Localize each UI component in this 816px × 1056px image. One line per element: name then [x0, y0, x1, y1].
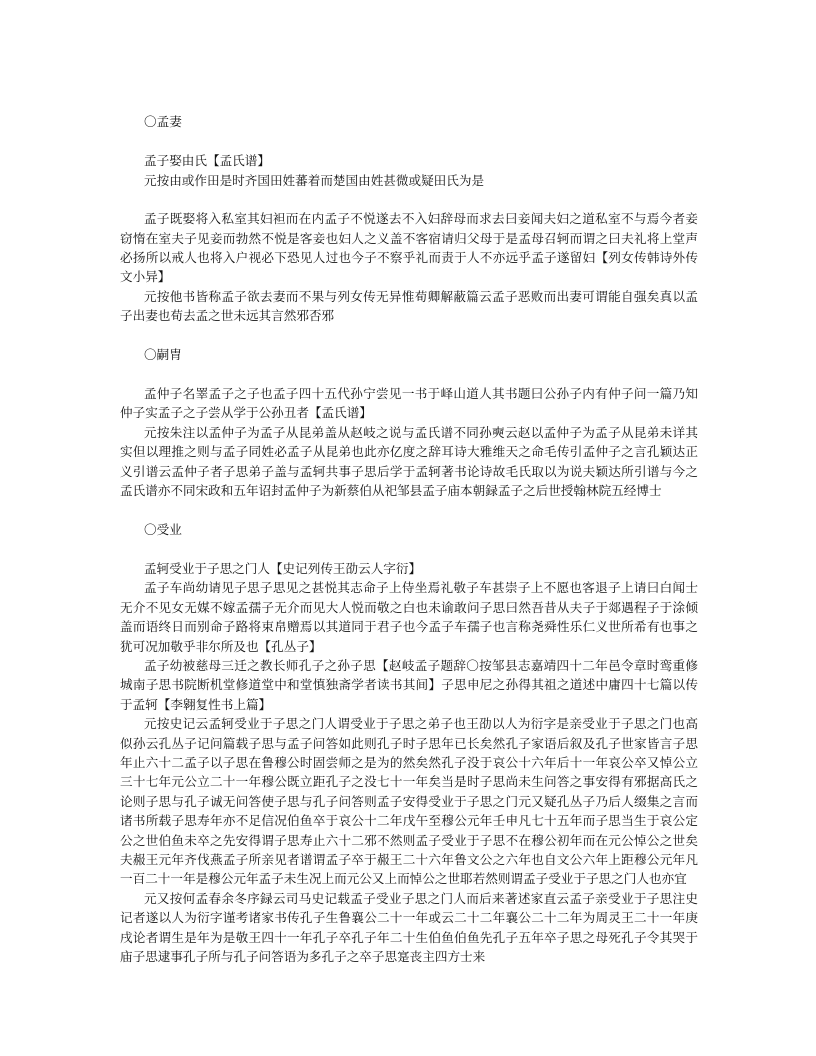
paragraph-note: 元又按何孟春余冬序録云司马史记载孟子受业子思之门人而后来著述家直云孟子亲受业于子思注史记者遂以人为衍字谨考诸家书传孔子生鲁襄公二十一年或云二十二年襄公二十二年为周灵王二十一年庚戌论者谓生是年为是敬王四十一年孔子卒孔子年二十生伯鱼伯鱼先孔子五年卒子思之母死孔子令其哭于庙子思逮事孔子所与孔子问答语为多孔子之卒子思寔丧主四方士来: [120, 890, 698, 965]
paragraph: 孟子既娶将入私室其妇袒而在内孟子不悦遂去不入妇辞母而求去曰妾闻夫妇之道私室不与焉今者妾窃惰在室夫子见妾而勃然不悦是客妾也妇人之义盖不客宿请归父母于是孟母召轲而谓之曰夫礼将上堂声必扬所以戒人也将入户视必下恐见人过也今子不察乎礼而责于人不亦远乎孟子遂留妇【列女传韩诗外传文小异】: [120, 211, 698, 285]
section-heading-descendants: 〇嗣胄: [144, 346, 182, 362]
paragraph-note: 元按他书皆称孟子欲去妻而不果与列女传无异惟荀卿解蔽篇云孟子恶败而出妻可谓能自强矣真以孟子出妻也荀去孟之世未远其言然邪否邪: [120, 288, 698, 324]
paragraph: 孟子幼被慈母三迁之教长师孔子之孙子思【赵岐孟子题辞〇按邹县志嘉靖四十二年邑令章时鸾重修城南子思书院断机堂修道堂中和堂慎独斋学者读书其间】子思申尼之孙得其祖之道述中庸四十七篇以传于孟轲【李翱复性书上篇】: [120, 657, 698, 712]
section-heading-tutelage: 〇受业: [144, 521, 182, 537]
paragraph-note: 元按朱注以孟仲子为孟子从昆弟盖从赵岐之说与孟氏谱不同孙奭云赵以孟仲子为孟子从昆弟未详其实但以理推之则与孟子同姓必孟子从昆弟也此亦亿度之辞耳诗大雅维天之命毛传引孟仲子之言孔颖达正义引谱云孟仲子者子思弟子盖与孟轲共事子思后学于孟轲著书论诗故毛氏取以为说夫颖达所引谱与今之孟氏谱亦不同宋政和五年诏封孟仲子为新蔡伯从祀邹县孟子庙本朝録孟子之后世授翰林院五经博士: [120, 424, 698, 499]
paragraph-note: 元按史记云孟轲受业于子思之门人谓受业于子思之弟子也王劭以人为衍字是亲受业于子思之门也高似孙云孔丛子记问篇载子思与孟子问答如此则孔子时子思年已长矣然孔子家语后叙及孔子世家皆言子思年止六十二孟子以子思在鲁穆公时固尝师之是为的然矣然孔子没于哀公十六年后十一年哀公卒又悼公立三十七年元公立二十一年穆公既立距孔子之没七十一年矣当是时子思尚未生问答之事安得有邪据高氏之论则子思与孔子诚无问答使子思与孔子问答则孟子安得受业于子思之门元又疑孔丛子乃后人缀集之言而诸书所载子思寿年亦不足信况伯鱼卒于哀公十二年戊午至穆公元年壬申凡七十五年而子思当生于哀公定公之世伯鱼未卒之先安得谓子思寿止六十二邪不然则孟子受业于子思不在穆公初年而在元公悼公之世矣夫赧王元年齐伐燕孟子所亲见者谱谓孟子卒于赧王二十六年鲁文公之六年也自文公六年上距穆公元年凡一百二十一年是穆公元年孟子未生况上而元公又上而悼公之世耶若然则谓孟子受业于子思之门人也亦宜: [120, 716, 698, 887]
paragraph: 孟轲受业于子思之门人【史记列传王劭云人字衍】: [144, 560, 422, 576]
paragraph-note: 元按由或作田是时齐国田姓蕃着而楚国由姓甚微或疑田氏为是: [144, 172, 485, 188]
section-heading-wife: 〇孟妻: [144, 114, 182, 129]
document-page: [120, 112, 698, 966]
paragraph: 孟仲子名睪孟子之子也孟子四十五代孙宁尝见一书于峄山道人其书题曰公孙子内有仲子问一篇乃知仲子实孟子之子尝从学于公孙丑者【孟氏谱】: [120, 386, 698, 421]
paragraph: 孟子娶由氏【孟氏谱】: [144, 153, 270, 169]
paragraph: 孟子车尚幼请见子思子思见之甚悦其志命子上侍坐焉礼敬子车甚崇子上不愿也客退子上请曰白闻士无介不见女无媒不嫁孟孺子无介而见大人悦而敬之白也未谕敢问子思曰然吾昔从夫子于郯遇程子于涂倾盖而语终日而别命子路将束帛赠焉以其道同于君子也今孟子车孺子也言称尧舜性乐仁义世所希有也事之犹可况加敬乎非尔所及也【孔丛子】: [120, 580, 698, 654]
